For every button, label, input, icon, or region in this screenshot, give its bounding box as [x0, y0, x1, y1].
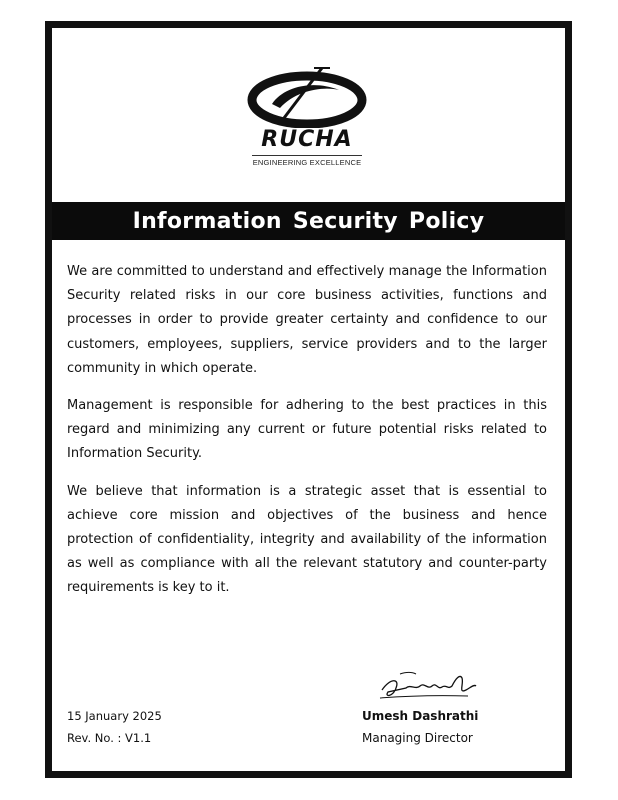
revision-number: Rev. No. : V1.1	[67, 731, 152, 745]
policy-body	[67, 260, 547, 614]
logo-tagline: ENGINEERING EXCELLENCE	[252, 158, 362, 167]
logo-divider	[252, 155, 362, 156]
title-banner	[52, 202, 565, 240]
document-meta	[67, 705, 162, 749]
company-logo	[244, 64, 370, 167]
policy-paragraph-1: We are committed to understand and effectively manage the Information Security related risks in our core business activities, functions and processes in order to provide greater certainty and confidence to our customers, employees, suppliers, service providers and to the larger community in which operate.	[67, 264, 547, 376]
logo-emblem-icon	[244, 64, 370, 128]
document-frame	[45, 21, 572, 778]
issue-date: 15 January 2025	[67, 709, 162, 723]
signatory-title: Managing Director	[362, 731, 473, 745]
policy-paragraph-2: Management is responsible for adhering to the best practices in this regard and minimizing any current or future potential risks related to Information Security.	[67, 398, 547, 462]
signatory-block	[362, 705, 512, 749]
policy-paragraph-3: We believe that information is a strategic asset that is essential to achieve core mission and objectives of the business and hence protection of confidentiality, integrity and availability of the information as well as compliance with all the relevant statutory and counter-party requirements is key to it.	[67, 483, 547, 596]
signatory-name: Umesh Dashrathi	[362, 709, 479, 723]
signature-image	[376, 668, 486, 708]
logo-wordmark: RUCHA	[261, 127, 353, 152]
page-title: Information Security Policy	[132, 208, 485, 234]
